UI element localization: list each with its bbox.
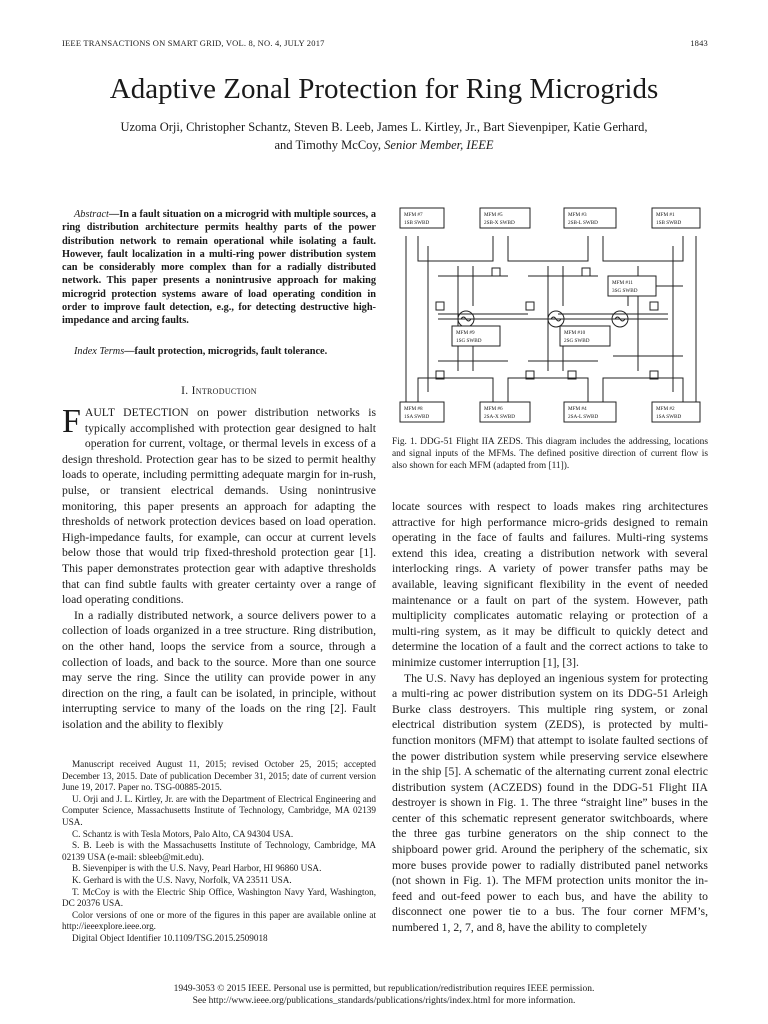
mfm-id: MFM #6 — [484, 406, 503, 412]
mfm-swbd: 2SA-X SWBD — [484, 414, 515, 420]
abstract-text: —In a fault situation on a microgrid with multiple sources, a ring distribution architecture permits healthy parts of the power distribution network to remain operational while isolating a fault. However, fault localization in a multi-ring power distribution system can be considerably more complex than for a radially distributed network. This paper presents a nonintrusive approach for making microgrid protection systems aware of load operating condition in order to improve fault detection, e.g., for detecting destructive high-impedance and arcing faults. — [62, 209, 376, 327]
index-terms-text: —fault protection, microgrids, fault tolerance. — [124, 346, 328, 357]
breaker-symbol — [650, 302, 658, 310]
body-paragraph: The U.S. Navy has deployed an ingenious system for protecting a multi-ring ac power distribution system on its DDG-51 Arleigh Burke class destroyers. This multiple ring system, or zonal electrical distribution system (ZEDS), is protected by multi-function monitors (MFM) that attempt to isolate faulted sections of the power distribution system while preserving service elsewhere in the ship [5]. A schematic of the alternating current zonal electric distribution system (ACZEDS) found in the DDG-51 Flight IIA destroyer is shown in Fig. 1. The three “straight line” buses in the center of this schematic represent generator switchboards, where the three gas turbine generators on the ship connect to the shipboard power grid. Around the periphery of the schematic, six more buses provide power to radially distributed panel networks (not shown in Fig. 1). The MFM protection units monitor the in-feed and out-feed power to each bus, and have the ability to disconnect one power tie to a bus. The four corner MFM’s, numbered 1, 2, 7, and 8, have the ability to completely — [392, 671, 708, 935]
mfm-swbd: 1SG SWBD — [456, 338, 482, 344]
author-list — [60, 118, 708, 154]
copyright-line-1: 1949-3053 © 2015 IEEE. Personal use is permitted, but republication/redistribution requires IEEE permission. — [173, 984, 595, 994]
figure-caption: Fig. 1. DDG-51 Flight IIA ZEDS. This diagram includes the addressing, locations and signal inputs of the MFMs. The defined positive direction of current flow is also shown for each MFM (adapted from [11]). — [392, 437, 708, 471]
authors-line-2 — [60, 136, 708, 154]
mfm-id: MFM #5 — [484, 212, 503, 218]
drop-cap: F — [62, 403, 81, 440]
footnote-received: Manuscript received August 11, 2015; revised October 25, 2015; accepted December 13, 2015. Date of publication December 31, 2015; date of current version June 19, 2017. Paper no. TSG-00885-2015. — [62, 759, 376, 793]
footnote-affiliation: T. McCoy is with the Electric Ship Office, Washington Navy Yard, Washington, DC 20376 USA. — [62, 886, 376, 909]
left-column-body — [62, 405, 376, 732]
intro-paragraph-2: In a radially distributed network, a source delivers power to a collection of loads organized in a tree structure. Ring distribution, on the other hand, loops the service from a source, through a collection of loads, and back to the source. More than one source may serve the ring. Since the utility can provide power in any direction on the ring, a fault can be isolated, in principle, without interrupting service to many of the loads on the ring [2]. Fault isolation and the ability to flexibly — [62, 608, 376, 731]
mfm-swbd: 2SA-L SWBD — [568, 414, 599, 420]
footnote-affiliation: U. Orji and J. L. Kirtley, Jr. are with the Department of Electrical Engineering and Computer Science, Massachusetts Institute of Technology, Cambridge, MA 02139 USA. — [62, 793, 376, 827]
bus-line — [508, 236, 588, 261]
footnote-color: Color versions of one or more of the figures in this paper are available online at http://ieeexplore.ieee.org. — [62, 909, 376, 932]
mfm-id: MFM #9 — [456, 330, 475, 336]
mfm-swbd: 1SB SWBD — [656, 220, 682, 226]
mfm-id: MFM #2 — [656, 406, 675, 412]
authors-line-1: Uzoma Orji, Christopher Schantz, Steven B. Leeb, James L. Kirtley, Jr., Bart Sievenpiper, Katie Gerhard, — [120, 120, 648, 134]
footnote-affiliation: C. Schantz is with Tesla Motors, Palo Alto, CA 94304 USA. — [72, 828, 294, 839]
bus-line — [508, 378, 588, 402]
index-terms-label: Index Terms — [74, 346, 125, 357]
bus-line — [418, 378, 493, 402]
index-terms — [62, 345, 376, 358]
paper-title: Adaptive Zonal Protection for Ring Microgrids — [109, 73, 659, 105]
figure-1-schematic — [398, 206, 704, 432]
bus-line — [418, 236, 493, 261]
copyright-notice — [0, 984, 768, 1008]
breaker-symbol — [526, 302, 534, 310]
mfm-id: MFM #10 — [564, 330, 586, 336]
section-title: Introduction — [191, 385, 257, 397]
abstract-label: Abstract — [74, 209, 109, 220]
breaker-symbol — [582, 268, 590, 276]
footnote-doi: Digital Object Identifier 10.1109/TSG.2015.2509018 — [72, 932, 268, 943]
mfm-id: MFM #4 — [568, 406, 587, 412]
bus-line — [603, 236, 683, 261]
mfm-id: MFM #11 — [612, 280, 633, 286]
mfm-swbd: 3SG SWBD — [612, 288, 638, 294]
intro-p1-text: AULT DETECTION on power distribution networks is typically accomplished with protection gear designed to halt operation for current, voltage, or thermal levels in excess of a design threshold. Protection gear has to be sized to permit healthy loads to operate, including permitting adequate margin for in-rush, pulse, or transient electrical demands. Using nonintrusive monitoring, this paper presents an approach for adapting the thresholds of network protection devices based on load operation. High-impedance faults, for example, can occur at current levels below those that would trip fixed-threshold protection gear [1]. This paper demonstrates protection gear with adaptive thresholds that can find subtle faults with greater certainty over a range of load operating conditions. — [62, 406, 376, 607]
footnote-affiliation: S. B. Leeb is with the Massachusetts Institute of Technology, Cambridge, MA 02139 USA (e-mail: sbleeb@mit.edu). — [62, 840, 376, 862]
mfm-id: MFM #7 — [404, 212, 423, 218]
authors-last: and Timothy McCoy, — [274, 138, 382, 152]
intro-paragraph-1 — [62, 405, 376, 608]
author-membership: Senior Member, IEEE — [384, 138, 494, 152]
bus-line — [603, 378, 683, 402]
mfm-swbd: 1SA SWBD — [656, 414, 682, 420]
mfm-id: MFM #8 — [404, 406, 423, 412]
body-paragraph: locate sources with respect to loads makes ring architectures attractive for high performance micro-grids designed to remain operating in the face of faults and failures. Multi-ring systems extend this idea, creating a distribution network with several interlocking rings. A variety of power transfer paths may be available, leaving significant flexibility in the event of needed maintenance or a fault on part of the system. However, path multiplicity complicates automatic relaying or protection of a multi-ring system, as it may be difficult to quickly detect and determine the location of a fault and the correct actions to take to minimize customer interruption [1], [3]. — [392, 500, 708, 669]
footnotes — [62, 759, 376, 945]
abstract — [62, 208, 376, 328]
section-number: I. — [181, 385, 189, 397]
journal-header: IEEE TRANSACTIONS ON SMART GRID, VOL. 8, NO. 4, JULY 2017 — [62, 38, 325, 48]
mfm-swbd: 2SB-X SWBD — [484, 220, 515, 226]
mfm-swbd: 1SB SWBD — [404, 220, 430, 226]
mfm-id: MFM #3 — [568, 212, 587, 218]
copyright-line-2: See http://www.ieee.org/publications_standards/publications/rights/index.html for more information. — [192, 995, 576, 1006]
breaker-symbol — [436, 302, 444, 310]
breaker-symbol — [492, 268, 500, 276]
mfm-swbd: 2SG SWBD — [564, 338, 590, 344]
mfm-swbd: 2SB-L SWBD — [568, 220, 598, 226]
footnote-affiliation: B. Sievenpiper is with the U.S. Navy, Pearl Harbor, HI 96860 USA. — [72, 863, 322, 874]
page-number: 1843 — [690, 38, 708, 48]
section-heading — [62, 385, 376, 397]
footnote-affiliation: K. Gerhard is with the U.S. Navy, Norfolk, VA 23511 USA. — [72, 874, 292, 885]
mfm-id: MFM #1 — [656, 212, 675, 218]
right-column-body — [392, 499, 708, 936]
mfm-swbd: 1SA SWBD — [404, 414, 430, 420]
